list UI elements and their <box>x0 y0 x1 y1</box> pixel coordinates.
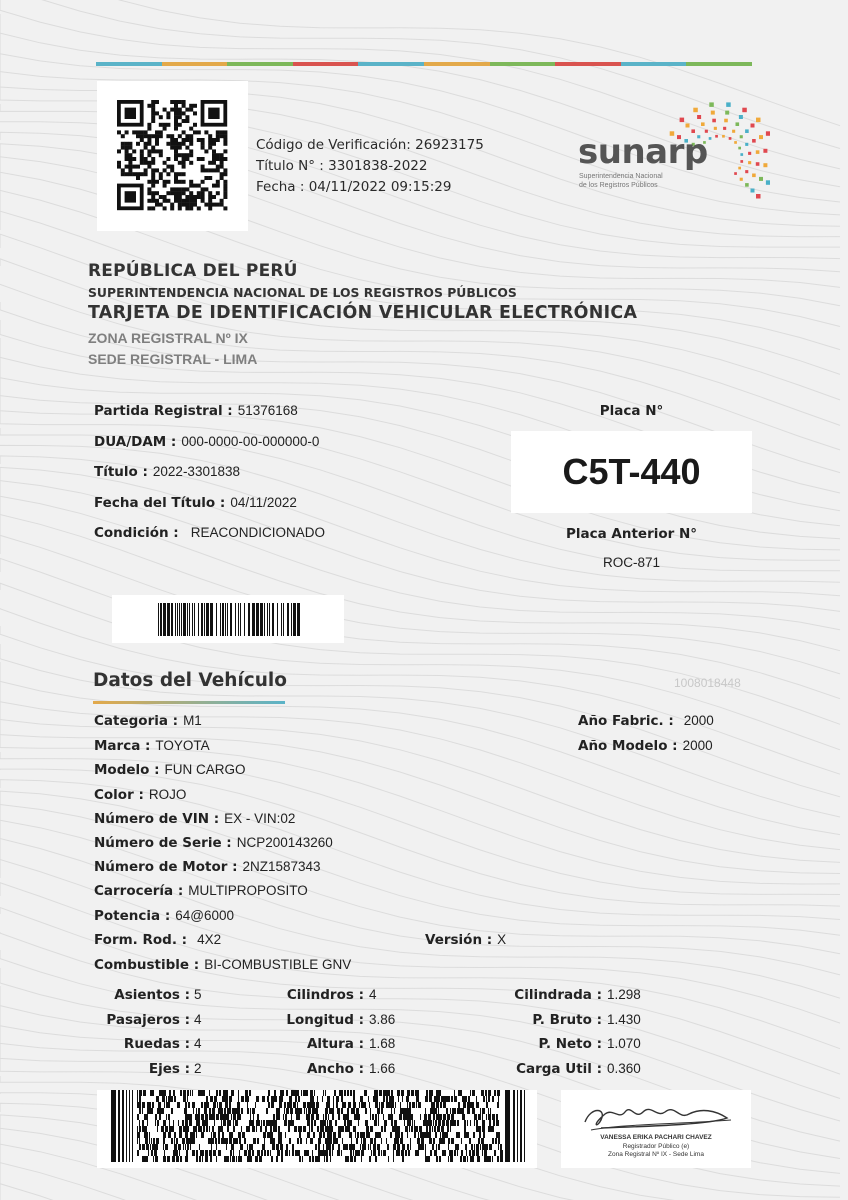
signature-zone: Zona Registral Nº IX - Sede Lima <box>608 1151 704 1158</box>
carroceria-field <box>94 883 308 899</box>
top-color-bar <box>96 62 752 66</box>
vin-value: EX - VIN:02 <box>224 811 296 826</box>
vin-field <box>94 811 295 827</box>
asientos-value: 5 <box>194 987 202 1002</box>
carga-label: Carga Util : <box>516 1060 602 1077</box>
anio-fabric-label: Año Fabric. : <box>578 713 674 729</box>
categoria-field <box>94 713 202 729</box>
longitud-value: 3.86 <box>369 1011 396 1027</box>
combustible-value: BI-COMBUSTIBLE GNV <box>204 957 352 972</box>
color-field <box>94 787 186 803</box>
titulo-field <box>94 464 240 480</box>
verification-code: Código de Verificación: 26923175 <box>256 137 484 153</box>
longitud-field <box>240 1012 364 1037</box>
registrar-signature <box>561 1090 751 1168</box>
serie-label: Número de Serie : <box>94 835 232 851</box>
barcode-small <box>112 595 344 643</box>
marca-label: Marca : <box>94 738 151 754</box>
logo-subtitle <box>579 172 663 190</box>
cilindrada-label: Cilindrada : <box>514 987 602 1003</box>
partida-label: Partida Registral : <box>94 403 233 419</box>
color-value: ROJO <box>148 787 187 802</box>
pasajeros-value: 4 <box>194 1011 202 1027</box>
dua-field <box>94 434 319 450</box>
modelo-label: Modelo : <box>94 762 160 778</box>
ancho-label: Ancho : <box>306 1060 364 1077</box>
ejes-field <box>60 1061 190 1086</box>
partida-value: 51376168 <box>237 403 298 418</box>
document-title: TARJETA DE IDENTIFICACIÓN VEHICULAR ELECTRÓNICA <box>88 303 638 323</box>
plate-number: C5T-440 <box>562 451 701 492</box>
version-field <box>425 932 506 948</box>
condicion-value: REACONDICIONADO <box>190 525 325 540</box>
version-label: Versión : <box>425 932 493 948</box>
country-heading: REPÚBLICA DEL PERÚ <box>88 261 298 281</box>
ruedas-value: 4 <box>194 1036 202 1051</box>
motor-label: Número de Motor : <box>94 859 238 875</box>
pbruto-field <box>470 1012 602 1037</box>
pbruto-label: P. Bruto : <box>532 1011 602 1028</box>
carga-field <box>470 1061 602 1086</box>
logo-subtitle-line2: de los Registros Públicos <box>579 182 658 189</box>
cilindros-field <box>240 987 364 1012</box>
altura-value: 1.68 <box>369 1036 396 1051</box>
altura-label: Altura : <box>306 1036 364 1052</box>
anio-modelo-field <box>578 738 713 754</box>
marca-value: TOYOTA <box>155 738 210 753</box>
version-value: X <box>497 932 507 947</box>
categoria-value: M1 <box>183 713 202 728</box>
altura-field <box>240 1036 364 1061</box>
vin-label: Número de VIN : <box>94 811 220 827</box>
ejes-label: Ejes : <box>148 1060 190 1077</box>
document-number: 1008018448 <box>674 676 741 690</box>
title-number: Título N° : 3301838-2022 <box>256 158 428 174</box>
anio-modelo-value: 2000 <box>682 738 713 753</box>
section-underline <box>93 701 285 704</box>
formrod-value: 4X2 <box>197 932 222 947</box>
serie-value: NCP200143260 <box>236 835 333 850</box>
modelo-value: FUN CARGO <box>164 762 246 777</box>
logo-subtitle-line1: Superintendencia Nacional <box>579 173 663 180</box>
issue-date: Fecha : 04/11/2022 09:15:29 <box>256 179 452 195</box>
pdf417-barcode <box>97 1090 537 1168</box>
seat-heading: SEDE REGISTRAL - LIMA <box>88 351 258 367</box>
potencia-value: 64@6000 <box>175 908 234 923</box>
anio-fabric-value: 2000 <box>683 713 714 728</box>
dua-label: DUA/DAM : <box>94 434 177 450</box>
ruedas-label: Ruedas : <box>123 1036 190 1052</box>
combustible-label: Combustible : <box>94 957 200 973</box>
specs-col-2 <box>240 987 364 1085</box>
carroceria-value: MULTIPROPOSITO <box>188 883 308 898</box>
titulo-value: 2022-3301838 <box>152 464 240 479</box>
color-label: Color : <box>94 787 144 803</box>
dua-value: 000-0000-00-000000-0 <box>181 434 320 449</box>
pneto-value: 1.070 <box>607 1036 641 1051</box>
partida-field <box>94 403 298 419</box>
formrod-field <box>94 932 221 948</box>
specs-col-1 <box>60 987 190 1085</box>
serie-field <box>94 835 333 851</box>
modelo-field <box>94 762 246 778</box>
verification-info <box>256 135 484 198</box>
fecha-label: Fecha del Título : <box>94 495 226 511</box>
cilindros-value: 4 <box>369 987 377 1002</box>
plate-box <box>511 431 752 513</box>
previous-plate-number: ROC-871 <box>602 555 661 570</box>
marca-field <box>94 738 210 754</box>
specs-col-3-values <box>607 987 667 1085</box>
categoria-label: Categoria : <box>94 713 179 729</box>
specs-col-1-values <box>194 987 234 1085</box>
pbruto-value: 1.430 <box>607 1011 641 1027</box>
cilindrada-value: 1.298 <box>607 987 641 1002</box>
combustible-field <box>94 957 351 973</box>
cilindros-label: Cilindros : <box>286 987 364 1003</box>
condicion-label: Condición : <box>94 525 179 541</box>
plate-label: Placa N° <box>599 403 664 419</box>
condicion-field <box>94 525 325 541</box>
fecha-field <box>94 495 297 511</box>
motor-value: 2NZ1587343 <box>242 859 321 874</box>
sunarp-logo <box>570 96 770 206</box>
signature-name: VANESSA ERIKA PACHARI CHAVEZ <box>600 1134 712 1141</box>
carga-value: 0.360 <box>607 1060 641 1076</box>
vehicle-section-title: Datos del Vehículo <box>93 670 287 691</box>
pneto-field <box>470 1036 602 1061</box>
cilindrada-field <box>470 987 602 1012</box>
previous-plate-label: Placa Anterior N° <box>565 526 698 542</box>
formrod-label: Form. Rod. : <box>94 932 188 948</box>
potencia-field <box>94 908 234 924</box>
ejes-value: 2 <box>194 1060 202 1076</box>
signature-role: Registrador Público (e) <box>622 1143 690 1150</box>
potencia-label: Potencia : <box>94 908 171 924</box>
logo-wordmark: sunarp <box>578 132 708 172</box>
ancho-field <box>240 1061 364 1086</box>
anio-fabric-field <box>578 713 714 729</box>
fecha-value: 04/11/2022 <box>230 495 297 510</box>
qr-code <box>97 81 248 231</box>
ruedas-field <box>60 1036 190 1061</box>
specs-col-3 <box>470 987 602 1085</box>
pneto-label: P. Neto : <box>538 1036 602 1052</box>
asientos-label: Asientos : <box>114 987 190 1003</box>
specs-col-2-values <box>369 987 419 1085</box>
agency-heading: SUPERINTENDENCIA NACIONAL DE LOS REGISTROS PÚBLICOS <box>88 285 517 300</box>
pasajeros-label: Pasajeros : <box>106 1011 190 1028</box>
asientos-field <box>60 987 190 1012</box>
anio-modelo-label: Año Modelo : <box>578 738 678 754</box>
zone-heading: ZONA REGISTRAL Nº IX <box>88 330 248 346</box>
pasajeros-field <box>60 1012 190 1037</box>
carroceria-label: Carrocería : <box>94 883 184 899</box>
motor-field <box>94 859 321 875</box>
longitud-label: Longitud : <box>286 1011 364 1028</box>
ancho-value: 1.66 <box>369 1060 396 1076</box>
titulo-label: Título : <box>94 464 148 480</box>
